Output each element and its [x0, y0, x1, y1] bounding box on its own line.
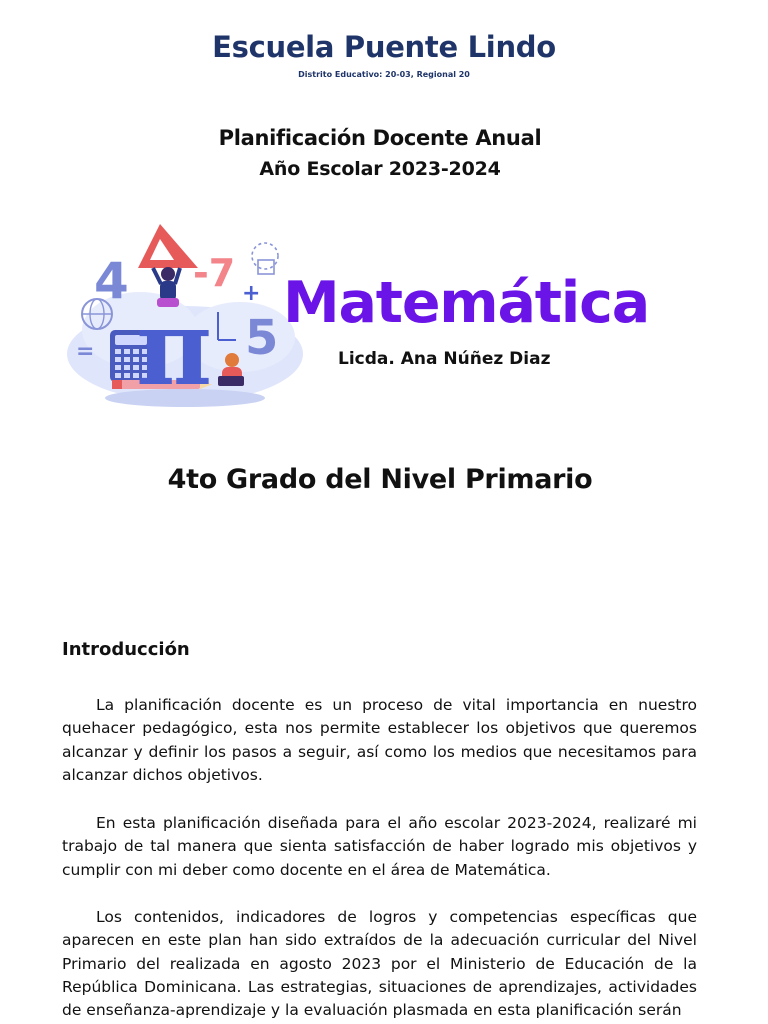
pencil-icon	[112, 380, 122, 389]
teacher-name: Licda. Ana Núñez Diaz	[338, 349, 551, 369]
number-symbol: -7	[193, 251, 236, 295]
introduction-heading: Introducción	[62, 639, 190, 660]
district-info: Distrito Educativo: 20-03, Regional 20	[298, 70, 470, 79]
introduction-paragraph: En esta planificación diseñada para el año escolar 2023-2024, realizaré mi trabajo de tal manera que sienta satisfacción de haber logrado mis objetivos y cumplir con mi deber como docente en el área de Matemática.	[62, 814, 697, 879]
student-icon	[225, 353, 239, 367]
number-symbol: 4	[94, 252, 129, 310]
equals-symbol: =	[76, 339, 95, 364]
grade-level: 4to Grado del Nivel Primario	[167, 464, 593, 495]
person-icon	[175, 268, 180, 284]
pi-symbol: π	[136, 286, 213, 409]
laptop-icon	[218, 376, 244, 386]
plus-symbol: +	[242, 281, 261, 306]
plan-title: Planificación Docente Anual	[218, 126, 542, 150]
math-illustration	[60, 212, 310, 412]
subject-title: Matemática	[283, 270, 649, 336]
number-symbol: 5	[245, 310, 279, 366]
school-name: Escuela Puente Lindo	[212, 30, 556, 64]
introduction-paragraph: Los contenidos, indicadores de logros y competencias específicas que aparecen en este plan han sido extraídos de la adecuación curricular del Nivel Primario del realizada en agosto 2023 por el Ministerio de Educación de la República Dominicana. Las estrategias, situaciones de aprendizajes, actividades de enseñanza-aprendizaje y la evaluación plasmada en esta planificación serán	[62, 908, 697, 1020]
person-icon	[161, 267, 175, 281]
school-year: Año Escolar 2023-2024	[259, 158, 501, 180]
triangle-ruler-icon	[138, 224, 198, 268]
person-icon	[153, 268, 161, 284]
introduction-paragraph: La planificación docente es un proceso de vital importancia en nuestro quehacer pedagógico, esta nos permite establecer los objetivos que queremos alcanzar y definir los pasos a seguir, así como los medios que necesitamos para alcanzar dichos objetivos.	[62, 696, 697, 784]
math-illustration-graphic	[60, 212, 310, 412]
